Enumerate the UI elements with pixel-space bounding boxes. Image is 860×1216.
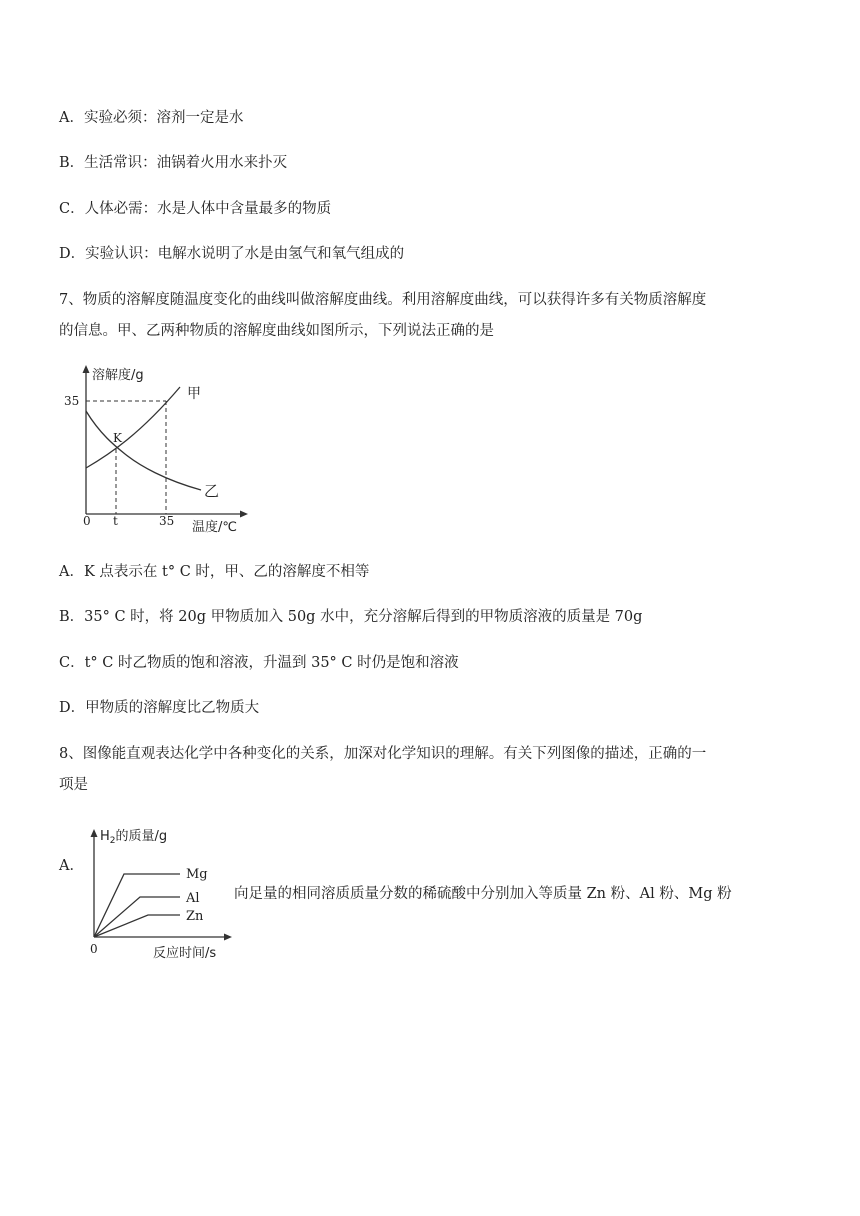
y-tick-35: 35 — [64, 394, 80, 408]
q7-stem-line2: 的信息。甲、乙两种物质的溶解度曲线如图所示，下列说法正确的是 — [59, 323, 494, 339]
q7-stem-line1: 7、物质的溶解度随温度变化的曲线叫做溶解度曲线。利用溶解度曲线，可以获得许多有关物质溶解度 — [59, 292, 707, 308]
q8-option-a-letter: A． — [59, 858, 84, 874]
q8-stem-line1: 8、图像能直观表达化学中各种变化的关系，加深对化学知识的理解。有关下列图像的描述，正确的一 — [59, 746, 707, 762]
y-axis-arrow — [91, 829, 98, 837]
x-axis-label: 反应时间/s — [153, 946, 217, 961]
q6-option-c: C．人体必需：水是人体中含量最多的物质 — [59, 201, 332, 217]
label-al: Al — [186, 891, 200, 906]
q6-option-d: D．实验认识：电解水说明了水是由氢气和氧气组成的 — [59, 246, 405, 262]
y-axis-label: $H_2$的质量/g — [100, 829, 168, 846]
q7-option-c: C．t° C 时乙物质的饱和溶液，升温到 35° C 时仍是饱和溶液 — [59, 655, 459, 671]
origin-label: 0 — [90, 942, 98, 956]
x-axis-label: 温度/℃ — [192, 520, 237, 535]
q8-stem-line2: 项是 — [59, 777, 88, 793]
label-mg: Mg — [186, 867, 208, 882]
line-mg — [94, 874, 180, 937]
y-axis-arrow — [83, 365, 90, 373]
origin-label: 0 — [83, 514, 91, 528]
label-zn: Zn — [186, 909, 204, 924]
q8-h2-figure — [82, 822, 232, 964]
curve-yi — [86, 411, 201, 490]
q6-option-b: B．生活常识：油锅着火用水来扑灭 — [59, 155, 288, 171]
point-k-label: K — [113, 431, 122, 445]
curve-jia — [86, 387, 180, 468]
curve-jia-label: 甲 — [187, 386, 201, 402]
q6-option-a: A．实验必须：溶剂一定是水 — [59, 110, 244, 126]
q7-option-a: A．K 点表示在 t° C 时，甲、乙的溶解度不相等 — [59, 564, 370, 580]
x-tick-35: 35 — [159, 514, 175, 528]
line-al — [94, 897, 180, 937]
q7-solubility-figure — [64, 362, 260, 538]
curve-yi-label: 乙 — [204, 482, 220, 500]
q7-option-d: D．甲物质的溶解度比乙物质大 — [59, 700, 260, 716]
x-tick-t: t — [113, 514, 118, 528]
x-axis-arrow — [224, 934, 232, 941]
x-axis-arrow — [240, 511, 248, 518]
q7-option-b: B．35° C 时，将 20g 甲物质加入 50g 水中，充分溶解后得到的甲物质溶液的质量是 70g — [59, 609, 643, 625]
y-axis-label: 溶解度/g — [92, 368, 144, 383]
q8-option-a-text: 向足量的相同溶质质量分数的稀硫酸中分别加入等质量 Zn 粉、Al 粉、Mg 粉 — [234, 886, 732, 902]
